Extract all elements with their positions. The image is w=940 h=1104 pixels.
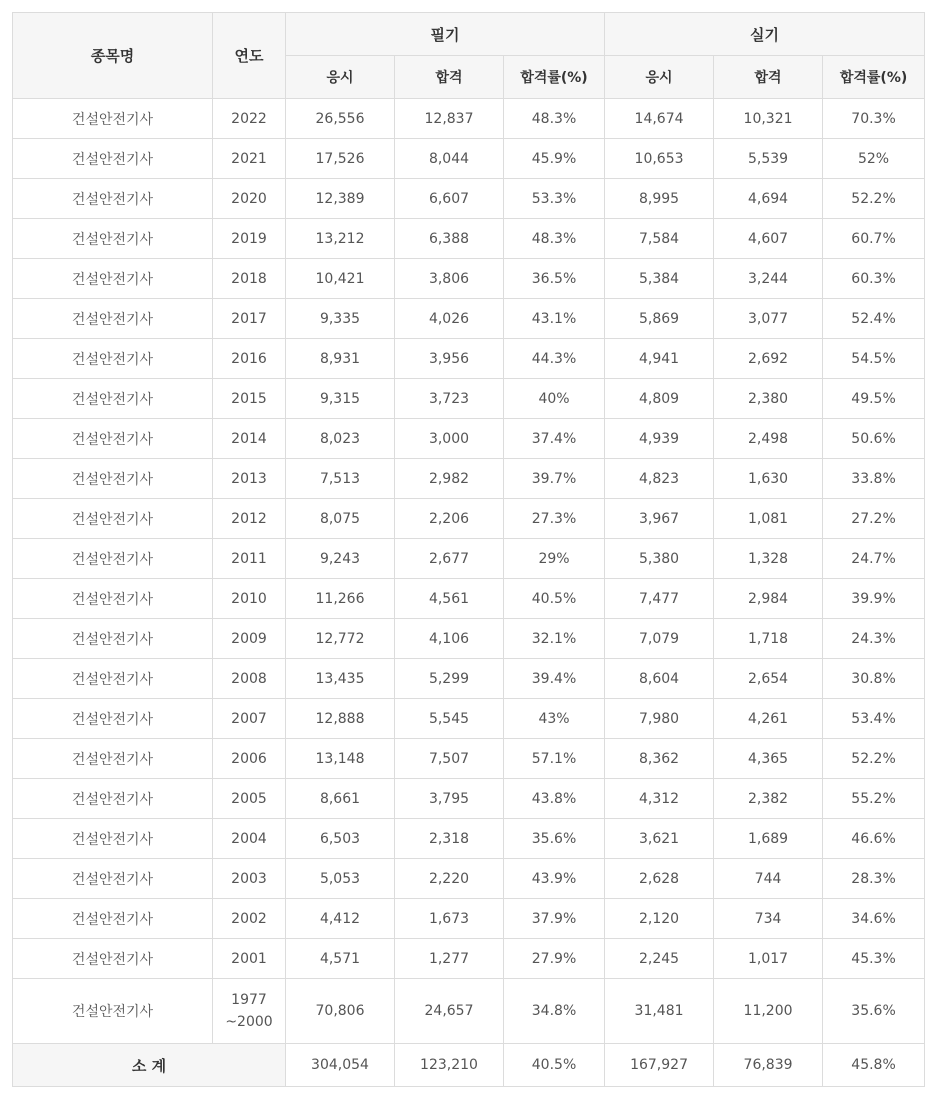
cell-practical-pass-rate: 35.6% (823, 979, 925, 1044)
cell-written-applicants: 7,513 (286, 459, 395, 499)
cell-practical-pass-rate: 52.2% (823, 739, 925, 779)
cell-written-pass-rate: 39.4% (504, 659, 605, 699)
cell-practical-passed: 1,718 (714, 619, 823, 659)
cell-item-name: 건설안전기사 (13, 499, 213, 539)
cell-year: 2003 (213, 859, 286, 899)
cell-practical-passed: 5,539 (714, 139, 823, 179)
cell-practical-applicants: 7,079 (605, 619, 714, 659)
header-practical-passed: 합격 (714, 56, 823, 99)
cell-practical-passed: 4,365 (714, 739, 823, 779)
cell-practical-applicants: 7,980 (605, 699, 714, 739)
table-row (13, 979, 925, 1044)
cell-practical-passed: 2,498 (714, 419, 823, 459)
cell-item-name: 건설안전기사 (13, 659, 213, 699)
cell-item-name: 건설안전기사 (13, 539, 213, 579)
cell-written-applicants: 13,148 (286, 739, 395, 779)
cell-practical-passed: 1,689 (714, 819, 823, 859)
cell-written-applicants: 17,526 (286, 139, 395, 179)
cell-year: 2021 (213, 139, 286, 179)
header-practical: 실기 (605, 13, 925, 56)
table-row (13, 539, 925, 579)
cell-practical-applicants: 4,823 (605, 459, 714, 499)
header-year: 연도 (213, 13, 286, 99)
cell-practical-applicants: 7,477 (605, 579, 714, 619)
cell-practical-pass-rate: 34.6% (823, 899, 925, 939)
cell-practical-passed: 1,328 (714, 539, 823, 579)
cell-written-passed: 2,206 (395, 499, 504, 539)
cell-year: 2008 (213, 659, 286, 699)
cell-written-applicants: 9,335 (286, 299, 395, 339)
cell-written-passed: 3,795 (395, 779, 504, 819)
cell-practical-applicants: 8,362 (605, 739, 714, 779)
cell-practical-applicants: 14,674 (605, 99, 714, 139)
cell-practical-passed: 4,261 (714, 699, 823, 739)
cell-written-passed: 4,561 (395, 579, 504, 619)
cell-practical-applicants: 3,621 (605, 819, 714, 859)
table-row (13, 339, 925, 379)
table-row (13, 779, 925, 819)
cell-year: 2012 (213, 499, 286, 539)
table-row (13, 899, 925, 939)
cell-written-passed: 2,220 (395, 859, 504, 899)
cell-written-applicants: 26,556 (286, 99, 395, 139)
cell-written-passed: 3,000 (395, 419, 504, 459)
cell-written-passed: 6,388 (395, 219, 504, 259)
cell-practical-pass-rate: 45.3% (823, 939, 925, 979)
cell-item-name: 건설안전기사 (13, 859, 213, 899)
header-written-applicants: 응시 (286, 56, 395, 99)
pass-rate-table (12, 12, 925, 1087)
cell-practical-pass-rate: 52.2% (823, 179, 925, 219)
cell-item-name: 건설안전기사 (13, 579, 213, 619)
cell-year: 2018 (213, 259, 286, 299)
cell-written-applicants: 8,075 (286, 499, 395, 539)
cell-year (213, 979, 286, 1044)
total-written-passed: 123,210 (395, 1044, 504, 1087)
cell-written-pass-rate: 40.5% (504, 579, 605, 619)
cell-written-passed: 8,044 (395, 139, 504, 179)
cell-year: 2014 (213, 419, 286, 459)
cell-written-pass-rate: 44.3% (504, 339, 605, 379)
cell-year-end: ~2000 (225, 1014, 273, 1030)
header-item-name: 종목명 (13, 13, 213, 99)
cell-item-name: 건설안전기사 (13, 299, 213, 339)
cell-practical-applicants: 4,809 (605, 379, 714, 419)
cell-year: 2010 (213, 579, 286, 619)
cell-written-applicants: 4,412 (286, 899, 395, 939)
cell-written-pass-rate: 36.5% (504, 259, 605, 299)
cell-year: 2013 (213, 459, 286, 499)
cell-written-applicants: 6,503 (286, 819, 395, 859)
cell-written-pass-rate: 37.9% (504, 899, 605, 939)
total-practical-passed: 76,839 (714, 1044, 823, 1087)
cell-practical-applicants: 5,869 (605, 299, 714, 339)
cell-practical-passed: 2,692 (714, 339, 823, 379)
total-practical-applicants: 167,927 (605, 1044, 714, 1087)
header-practical-applicants: 응시 (605, 56, 714, 99)
cell-item-name: 건설안전기사 (13, 619, 213, 659)
cell-practical-applicants: 5,384 (605, 259, 714, 299)
header-practical-pass-rate: 합격률(%) (823, 56, 925, 99)
cell-written-passed: 24,657 (395, 979, 504, 1044)
cell-practical-applicants: 2,120 (605, 899, 714, 939)
cell-item-name: 건설안전기사 (13, 179, 213, 219)
header-written: 필기 (286, 13, 605, 56)
cell-practical-applicants: 8,995 (605, 179, 714, 219)
cell-year: 2005 (213, 779, 286, 819)
cell-item-name: 건설안전기사 (13, 339, 213, 379)
cell-written-passed: 2,318 (395, 819, 504, 859)
cell-written-pass-rate: 48.3% (504, 99, 605, 139)
cell-year: 2006 (213, 739, 286, 779)
cell-practical-passed: 3,244 (714, 259, 823, 299)
cell-written-pass-rate: 53.3% (504, 179, 605, 219)
cell-practical-pass-rate: 52% (823, 139, 925, 179)
cell-year-start: 1977 (231, 992, 267, 1008)
cell-written-pass-rate: 45.9% (504, 139, 605, 179)
cell-practical-passed: 2,382 (714, 779, 823, 819)
cell-written-applicants: 8,931 (286, 339, 395, 379)
cell-practical-applicants: 31,481 (605, 979, 714, 1044)
table-row (13, 579, 925, 619)
cell-practical-passed: 2,654 (714, 659, 823, 699)
cell-year: 2011 (213, 539, 286, 579)
cell-written-pass-rate: 34.8% (504, 979, 605, 1044)
table-row (13, 219, 925, 259)
cell-written-applicants: 12,389 (286, 179, 395, 219)
cell-practical-pass-rate: 46.6% (823, 819, 925, 859)
cell-written-applicants: 70,806 (286, 979, 395, 1044)
cell-practical-pass-rate: 49.5% (823, 379, 925, 419)
table-row (13, 379, 925, 419)
table-row (13, 99, 925, 139)
cell-practical-passed: 734 (714, 899, 823, 939)
table-row (13, 619, 925, 659)
cell-item-name: 건설안전기사 (13, 379, 213, 419)
header-written-passed: 합격 (395, 56, 504, 99)
cell-written-passed: 1,277 (395, 939, 504, 979)
cell-practical-pass-rate: 30.8% (823, 659, 925, 699)
cell-written-passed: 5,299 (395, 659, 504, 699)
cell-written-applicants: 9,315 (286, 379, 395, 419)
cell-written-applicants: 13,435 (286, 659, 395, 699)
cell-written-pass-rate: 43.8% (504, 779, 605, 819)
cell-written-passed: 12,837 (395, 99, 504, 139)
cell-written-pass-rate: 29% (504, 539, 605, 579)
cell-written-pass-rate: 40% (504, 379, 605, 419)
total-practical-pass-rate: 45.8% (823, 1044, 925, 1087)
cell-written-passed: 1,673 (395, 899, 504, 939)
cell-written-pass-rate: 43.1% (504, 299, 605, 339)
cell-practical-passed: 4,607 (714, 219, 823, 259)
cell-written-pass-rate: 37.4% (504, 419, 605, 459)
cell-year: 2004 (213, 819, 286, 859)
cell-written-passed: 4,026 (395, 299, 504, 339)
cell-practical-passed: 2,984 (714, 579, 823, 619)
cell-item-name: 건설안전기사 (13, 819, 213, 859)
table-row (13, 179, 925, 219)
cell-written-pass-rate: 57.1% (504, 739, 605, 779)
cell-written-applicants: 4,571 (286, 939, 395, 979)
cell-written-passed: 5,545 (395, 699, 504, 739)
cell-item-name: 건설안전기사 (13, 979, 213, 1044)
cell-practical-pass-rate: 53.4% (823, 699, 925, 739)
cell-year: 2009 (213, 619, 286, 659)
cell-item-name: 건설안전기사 (13, 99, 213, 139)
cell-year: 2002 (213, 899, 286, 939)
cell-practical-applicants: 7,584 (605, 219, 714, 259)
cell-written-applicants: 12,772 (286, 619, 395, 659)
table-row (13, 659, 925, 699)
table-row (13, 259, 925, 299)
cell-practical-pass-rate: 52.4% (823, 299, 925, 339)
cell-item-name: 건설안전기사 (13, 779, 213, 819)
cell-written-pass-rate: 43% (504, 699, 605, 739)
table-row (13, 499, 925, 539)
cell-written-pass-rate: 32.1% (504, 619, 605, 659)
cell-written-pass-rate: 43.9% (504, 859, 605, 899)
cell-written-applicants: 10,421 (286, 259, 395, 299)
cell-item-name: 건설안전기사 (13, 259, 213, 299)
cell-year: 2020 (213, 179, 286, 219)
cell-written-passed: 2,677 (395, 539, 504, 579)
cell-year: 2015 (213, 379, 286, 419)
cell-practical-pass-rate: 70.3% (823, 99, 925, 139)
cell-practical-pass-rate: 39.9% (823, 579, 925, 619)
cell-practical-passed: 2,380 (714, 379, 823, 419)
cell-practical-pass-rate: 60.3% (823, 259, 925, 299)
cell-written-passed: 3,806 (395, 259, 504, 299)
table-row (13, 819, 925, 859)
cell-practical-applicants: 3,967 (605, 499, 714, 539)
cell-practical-applicants: 2,245 (605, 939, 714, 979)
table-row (13, 859, 925, 899)
cell-written-passed: 3,723 (395, 379, 504, 419)
cell-practical-pass-rate: 33.8% (823, 459, 925, 499)
cell-written-passed: 3,956 (395, 339, 504, 379)
cell-written-passed: 6,607 (395, 179, 504, 219)
cell-year: 2016 (213, 339, 286, 379)
cell-practical-pass-rate: 24.7% (823, 539, 925, 579)
cell-written-passed: 7,507 (395, 739, 504, 779)
cell-practical-applicants: 10,653 (605, 139, 714, 179)
cell-written-applicants: 5,053 (286, 859, 395, 899)
total-row (13, 1044, 925, 1087)
cell-item-name: 건설안전기사 (13, 699, 213, 739)
cell-item-name: 건설안전기사 (13, 939, 213, 979)
cell-written-passed: 2,982 (395, 459, 504, 499)
cell-practical-applicants: 8,604 (605, 659, 714, 699)
total-label: 소 계 (13, 1044, 286, 1087)
table-row (13, 699, 925, 739)
cell-practical-passed: 10,321 (714, 99, 823, 139)
cell-practical-applicants: 2,628 (605, 859, 714, 899)
cell-year: 2001 (213, 939, 286, 979)
cell-written-applicants: 11,266 (286, 579, 395, 619)
cell-item-name: 건설안전기사 (13, 419, 213, 459)
cell-written-applicants: 8,023 (286, 419, 395, 459)
total-written-pass-rate: 40.5% (504, 1044, 605, 1087)
cell-practical-pass-rate: 54.5% (823, 339, 925, 379)
cell-written-applicants: 9,243 (286, 539, 395, 579)
table-row (13, 419, 925, 459)
table-row (13, 459, 925, 499)
cell-item-name: 건설안전기사 (13, 739, 213, 779)
cell-practical-passed: 11,200 (714, 979, 823, 1044)
cell-practical-pass-rate: 60.7% (823, 219, 925, 259)
cell-year: 2017 (213, 299, 286, 339)
cell-written-pass-rate: 48.3% (504, 219, 605, 259)
cell-year: 2019 (213, 219, 286, 259)
table-row (13, 299, 925, 339)
cell-practical-pass-rate: 50.6% (823, 419, 925, 459)
cell-practical-pass-rate: 27.2% (823, 499, 925, 539)
cell-practical-passed: 1,017 (714, 939, 823, 979)
cell-written-pass-rate: 35.6% (504, 819, 605, 859)
cell-practical-passed: 4,694 (714, 179, 823, 219)
cell-year: 2022 (213, 99, 286, 139)
pass-rate-table-container (12, 12, 924, 1087)
table-row (13, 139, 925, 179)
cell-item-name: 건설안전기사 (13, 219, 213, 259)
cell-practical-applicants: 4,312 (605, 779, 714, 819)
table-footer (13, 1044, 925, 1087)
cell-item-name: 건설안전기사 (13, 139, 213, 179)
cell-item-name: 건설안전기사 (13, 459, 213, 499)
table-row (13, 739, 925, 779)
cell-written-passed: 4,106 (395, 619, 504, 659)
cell-written-pass-rate: 27.9% (504, 939, 605, 979)
cell-practical-applicants: 5,380 (605, 539, 714, 579)
cell-written-applicants: 12,888 (286, 699, 395, 739)
table-row (13, 939, 925, 979)
cell-practical-passed: 3,077 (714, 299, 823, 339)
table-body (13, 99, 925, 1044)
cell-written-applicants: 8,661 (286, 779, 395, 819)
cell-item-name: 건설안전기사 (13, 899, 213, 939)
total-written-applicants: 304,054 (286, 1044, 395, 1087)
cell-year: 2007 (213, 699, 286, 739)
cell-practical-applicants: 4,941 (605, 339, 714, 379)
cell-written-pass-rate: 39.7% (504, 459, 605, 499)
cell-practical-passed: 1,081 (714, 499, 823, 539)
table-header (13, 13, 925, 99)
cell-practical-pass-rate: 28.3% (823, 859, 925, 899)
cell-practical-pass-rate: 55.2% (823, 779, 925, 819)
cell-practical-pass-rate: 24.3% (823, 619, 925, 659)
header-written-pass-rate: 합격률(%) (504, 56, 605, 99)
cell-written-applicants: 13,212 (286, 219, 395, 259)
cell-written-pass-rate: 27.3% (504, 499, 605, 539)
cell-practical-passed: 744 (714, 859, 823, 899)
cell-practical-applicants: 4,939 (605, 419, 714, 459)
cell-practical-passed: 1,630 (714, 459, 823, 499)
